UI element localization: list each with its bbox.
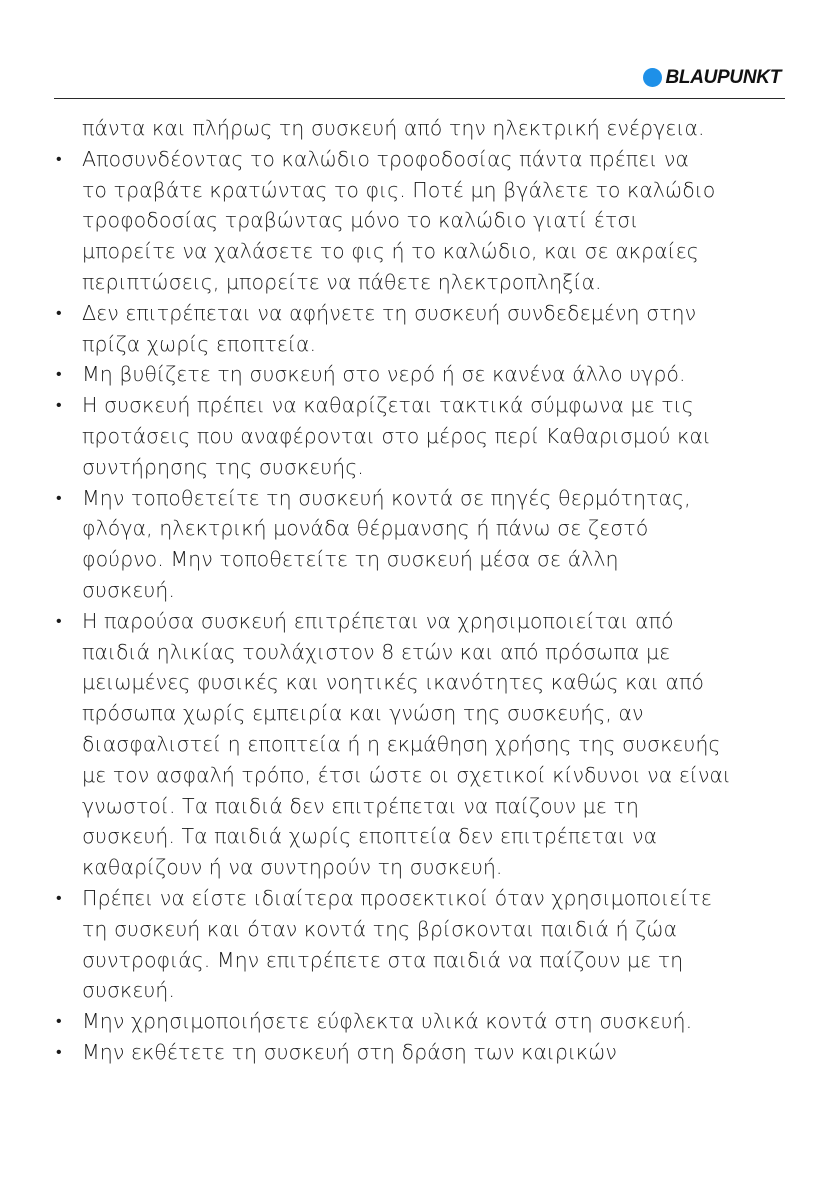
line-text: Μην τοποθετείτε τη συσκευή κοντά σε πηγές θερμότητας, [82,485,691,510]
page-header [54,62,785,99]
line-text: προτάσεις που αναφέρονται στο μέρος περί Καθαρισμού και [82,423,711,448]
text-line [54,452,794,483]
line-text: πάντα και πλήρως τη συσκευή από την ηλεκτρική ενέργεια. [82,116,705,140]
text-line [54,205,794,236]
text-line [54,760,794,791]
bullet-icon: • [56,1011,62,1031]
line-text: συντήρησης της συσκευής. [82,454,364,479]
text-line [54,729,794,760]
bullet-line [54,144,794,175]
line-text: τη συσκευή και όταν κοντά της βρίσκονται παιδιά ή ζώα [82,916,678,941]
bullet-icon: • [56,302,62,322]
text-line [54,698,794,729]
bullet-icon: • [56,1041,62,1061]
line-text: το τραβάτε κρατώντας το φις. Ποτέ μη βγάλετε το καλώδιο [82,177,716,202]
bullet-line [54,298,794,329]
line-text: μειωμένες φυσικές και νοητικές ικανότητες καθώς και από [82,670,704,695]
text-line [54,421,794,452]
line-text: συντροφιάς. Μην επιτρέπετε στα παιδιά να παίζουν με τη [82,947,684,972]
text-line [54,667,794,698]
text-line [54,267,794,298]
line-text: φλόγα, ηλεκτρική μονάδα θέρμανσης ή πάνω σε ζεστό [82,516,649,541]
text-line [54,544,794,575]
text-line [54,791,794,822]
brand-logo [643,68,781,87]
line-text: Η παρούσα συσκευή επιτρέπεται να χρησιμοποιείται από [82,608,674,633]
bullet-icon: • [56,610,62,630]
brand-dot-icon [643,68,662,87]
bullet-icon: • [56,887,62,907]
bullet-line [54,390,794,421]
text-line [54,113,794,144]
line-text: συσκευή. [82,978,175,1003]
line-text: Πρέπει να είστε ιδιαίτερα προσεκτικοί όταν χρησιμοποιείτε [82,885,712,910]
text-line [54,513,794,544]
text-line [54,575,794,606]
line-text: παιδιά ηλικίας τουλάχιστον 8 ετών και από πρόσωπα με [82,639,671,664]
bullet-icon: • [56,364,62,384]
line-text: καθαρίζουν ή να συντηρούν τη συσκευή. [82,855,503,880]
line-text: φούρνο. Μην τοποθετείτε τη συσκευή μέσα σε άλλη [82,547,619,572]
bullet-line [54,883,794,914]
text-line [54,329,794,360]
bullet-line [54,1006,794,1037]
line-text: μπορείτε να χαλάσετε το φις ή το καλώδιο, και σε ακραίες [82,239,699,264]
text-line [54,975,794,1006]
bullet-icon: • [56,487,62,507]
text-line [54,914,794,945]
bullet-line [54,483,794,514]
line-text: με τον ασφαλή τρόπο, έτσι ώστε οι σχετικοί κίνδυνοι να είναι [82,762,731,787]
line-text: Μην εκθέτετε τη συσκευή στη δράση των καιρικών [82,1039,617,1064]
line-text: Αποσυνδέοντας το καλώδιο τροφοδοσίας πάντα πρέπει να [82,146,689,171]
line-text: συσκευή. Τα παιδιά χωρίς εποπτεία δεν επιτρέπεται να [82,824,658,849]
line-text: πρόσωπα χωρίς εμπειρία και γνώση της συσκευής, αν [82,701,644,726]
line-text: Δεν επιτρέπεται να αφήνετε τη συσκευή συνδεδεμένη στην [82,300,697,325]
text-line [54,637,794,668]
bullet-line [54,1037,794,1068]
line-text: Η συσκευή πρέπει να καθαρίζεται τακτικά σύμφωνα με τις [82,393,694,418]
bullet-line [54,606,794,637]
line-text: διασφαλιστεί η εποπτεία ή η εκμάθηση χρήσης της συσκευής [82,731,721,756]
line-text: πρίζα χωρίς εποπτεία. [82,331,317,356]
line-text: Μην χρησιμοποιήσετε εύφλεκτα υλικά κοντά στη συσκευή. [82,1009,693,1034]
safety-instructions-text [54,113,794,1068]
text-line [54,852,794,883]
bullet-icon: • [56,395,62,415]
line-text: συσκευή. [82,577,175,602]
line-text: τροφοδοσίας τραβώντας μόνο το καλώδιο γιατί έτσι [82,208,639,233]
bullet-line [54,359,794,390]
text-line [54,175,794,206]
bullet-icon: • [56,148,62,168]
line-text: περιπτώσεις, μπορείτε να πάθετε ηλεκτροπληξία. [82,269,602,294]
text-line [54,821,794,852]
brand-name: BLAUPUNKT [665,67,781,88]
line-text: Μη βυθίζετε τη συσκευή στο νερό ή σε κανένα άλλο υγρό. [82,362,686,387]
text-line [54,945,794,976]
text-line [54,236,794,267]
line-text: γνωστοί. Τα παιδιά δεν επιτρέπεται να παίζουν με τη [82,793,639,818]
